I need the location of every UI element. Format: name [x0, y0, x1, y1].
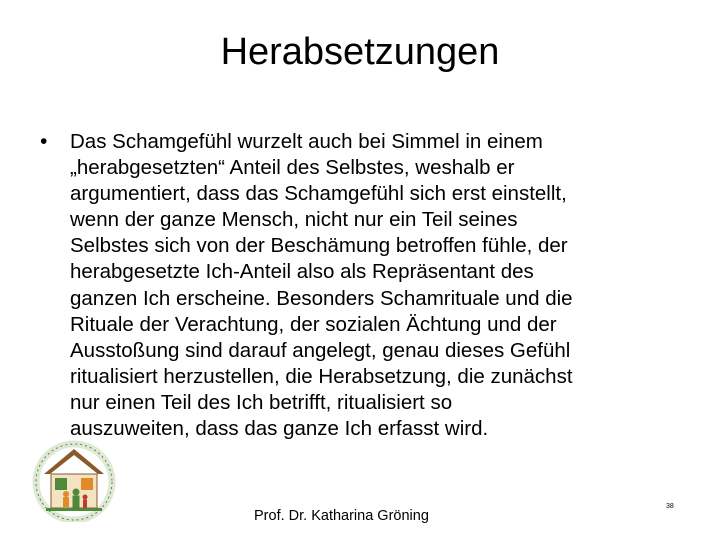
- bullet-text: [70, 129, 690, 442]
- footer-author: Prof. Dr. Katharina Gröning: [254, 508, 429, 524]
- bullet-dot: •: [40, 130, 48, 153]
- bullet-line: auszuweiten, dass das ganze Ich erfasst wird.: [70, 417, 489, 441]
- bullet-line: Ausstoßung sind darauf angelegt, genau dieses Gefühl: [70, 338, 571, 362]
- bullet-line: „herabgesetzten“ Anteil des Selbstes, weshalb er: [70, 156, 515, 180]
- slide-title: Herabsetzungen: [220, 31, 500, 73]
- bullet-line: wenn der ganze Mensch, nicht nur ein Teil seines: [70, 208, 518, 232]
- bullet-line: Das Schamgefühl wurzelt auch bei Simmel in einem: [70, 130, 543, 153]
- bullet-line: ritualisiert herzustellen, die Herabsetzung, die zunächst: [70, 364, 573, 388]
- bullet-line: nur einen Teil des Ich betrifft, ritualisiert so: [70, 390, 453, 414]
- bullet-line: herabgesetzte Ich-Anteil also als Repräsentant des: [70, 260, 534, 284]
- house-family-logo-icon: [28, 440, 120, 522]
- bullet-line: Rituale der Verachtung, der sozialen Ächtung und der: [70, 312, 557, 336]
- page-number: 38: [666, 503, 674, 510]
- bullet-item: [40, 129, 690, 442]
- bullet-line: ganzen Ich erscheine. Besonders Schamrituale und die: [70, 286, 573, 310]
- bullet-line: argumentiert, dass das Schamgefühl sich erst einstellt,: [70, 182, 567, 206]
- bullet-line: Selbstes sich von der Beschämung betroffen fühle, der: [70, 234, 568, 258]
